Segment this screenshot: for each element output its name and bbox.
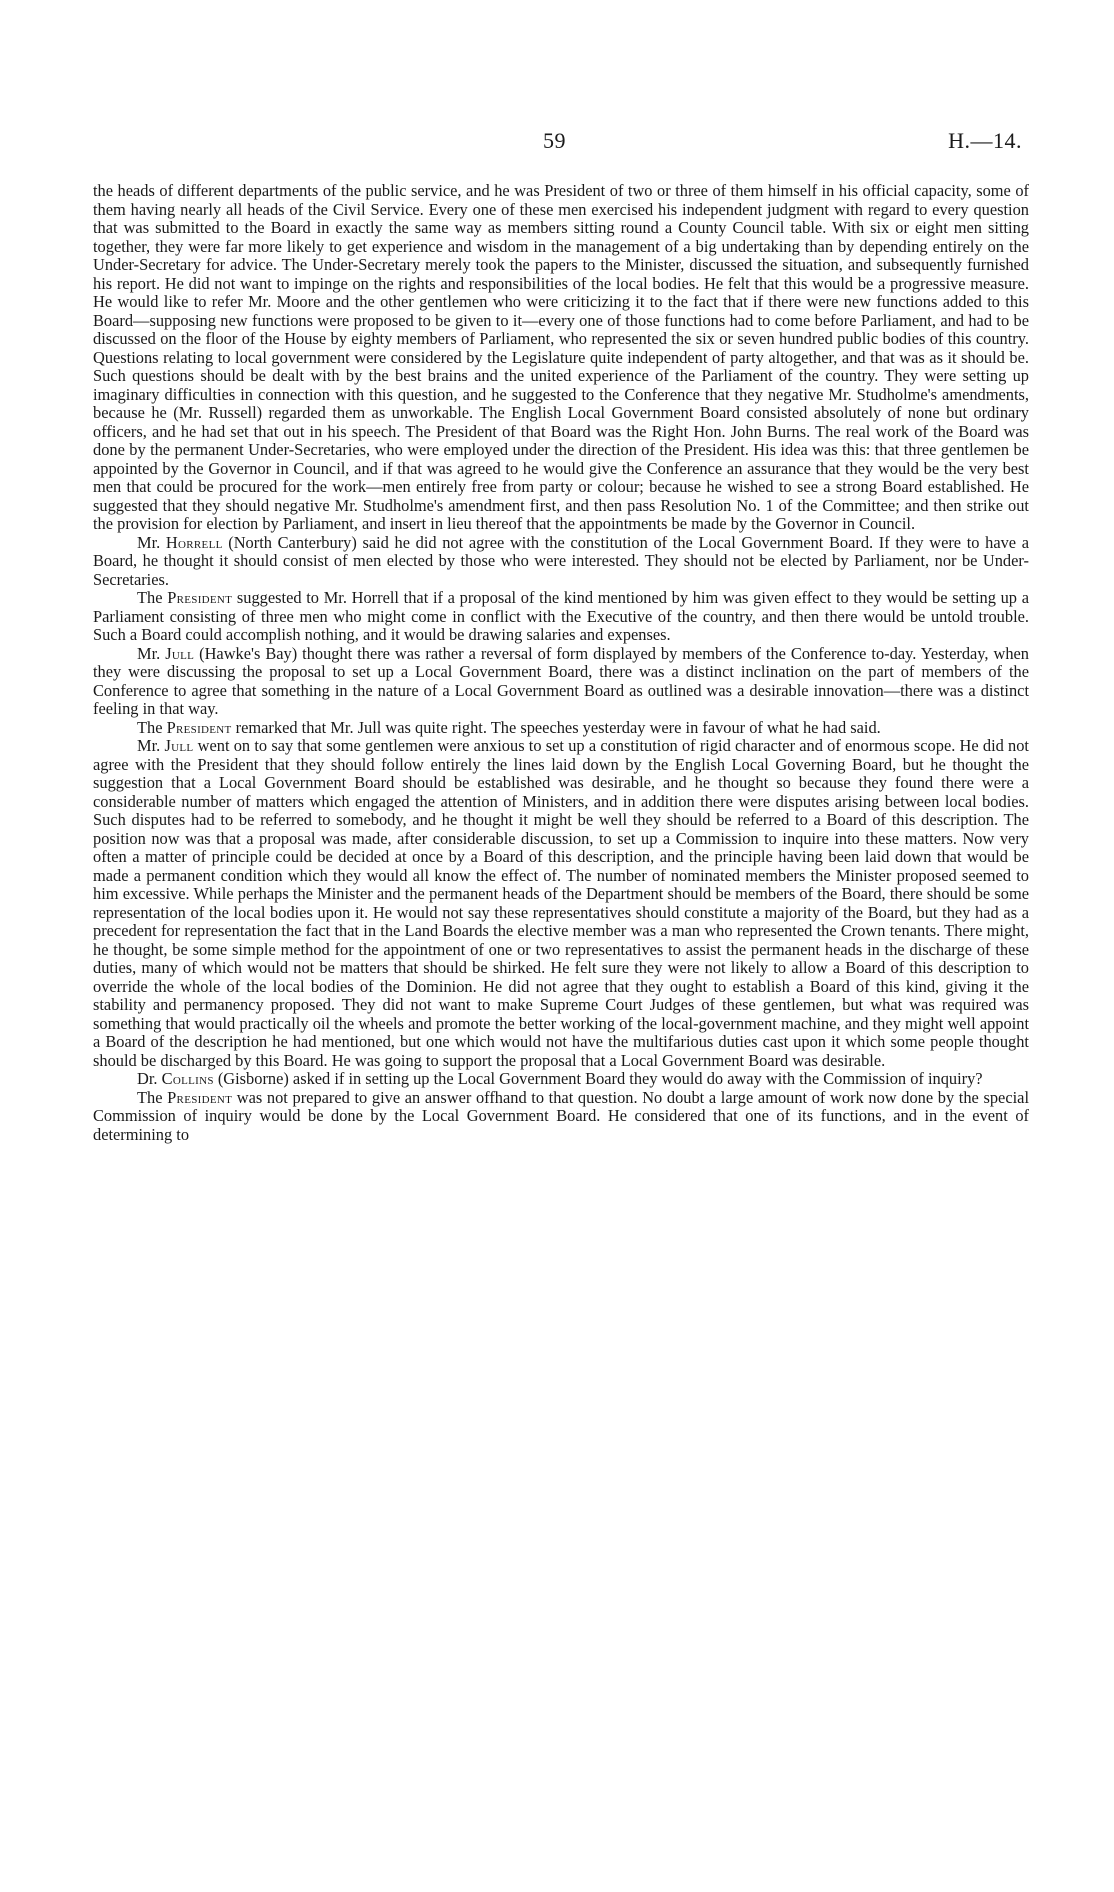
paragraph-text: (North Canterbury) said he did not agree with the constitution of the Local Government Board. If they were to have a Board, he thought it should consist of men elected by those who were interested. They should not be elected by Parliament, nor be Under-Secretaries. [93, 532, 1030, 589]
paragraph-text: was not prepared to give an answer offhand to that question. No doubt a large amount of work now done by the special Commission of inquiry would be done by the Local Government Board. He considered that one of its functions, and in the event of determining to [93, 1087, 1029, 1144]
speaker-prefix: The [137, 717, 167, 737]
paragraph-jull-2 [93, 737, 1029, 1070]
speaker-prefix: Dr. [137, 1069, 162, 1088]
paragraph-collins [93, 1070, 1029, 1089]
speaker-name: President [167, 588, 233, 607]
body-text [93, 182, 1029, 1144]
paragraph-jull-1 [93, 645, 1029, 719]
paragraph-president-1 [93, 589, 1029, 645]
speaker-prefix: Mr. [137, 532, 166, 552]
page-header [0, 128, 1114, 158]
speaker-name: Collins [161, 1069, 214, 1088]
paragraph-text: the heads of different departments of the public service, and he was President of two or three of them himself in his official capacity, some of them having nearly all heads of the Civil Service. Every one of these men exercised his independent judgment with regard to every question that was submitted to the Board in exactly the same way as members sitting round a County Council table. With six or eight men sitting together, they were far more likely to get experience and wisdom in the management of a big undertaking than by depending entirely on the Under-Secretary for advice. The Under-Secretary merely took the papers to the Minister, discussed the situation, and subsequently furnished his report. He did not want to impinge on the rights and responsibilities of the local bodies. He felt that this would be a progressive measure. He would like to refer Mr. Moore and the other gentlemen who were criticizing it to the fact that if there were new functions added to this Board—supposing new functions were proposed to be given to it—every one of those functions had to come before Parliament, and had to be discussed on the floor of the House by eighty members of Parliament, who represented the six or seven hundred public bodies of this country. Questions relating to local government were considered by the Legislature quite independent of party altogether, and that was as it should be. Such questions should be dealt with by the best brains and the united experience of the Parliament of the country. They were setting up imaginary difficulties in connection with this question, and he suggested to the Conference that they negative Mr. Studholme's amendments, because he (Mr. Russell) regarded them as unworkable. The English Local Government Board consisted absolutely of none but ordinary officers, and he had set that out in his speech. The President of that Board was the Right Hon. John Burns. The real work of the Board was done by the permanent Under-Secretaries, who were employed under the direction of the President. His idea was this: that three gentlemen be appointed by the Governor in Council, and if that was agreed to he would give the Conference an assurance that they would be the very best men that could be procured for the work—men entirely free from party or colour; because he wished to see a strong Board established. He suggested that they should negative Mr. Studholme's amendment first, and then pass Resolution No. 1 of the Committee; and then strike out the provision for election by Parliament, and insert in lieu thereof that the appointments be made by the Governor in Council. [93, 181, 1029, 533]
speaker-name: Jull [165, 643, 195, 663]
paragraph-continuation [93, 182, 1029, 534]
speaker-name: President [167, 1087, 233, 1107]
document-reference: H.—14. [948, 128, 1022, 153]
speaker-name: President [166, 717, 232, 737]
paragraph-text: (Hawke's Bay) thought there was rather a reversal of form displayed by members of the Conference to-day. Yesterday, when they were discussing the proposal to set up a Local Government Board, there was a distinct inclination on the part of members of the Conference to agree that something in the nature of a Local Government Board as outlined was a desirable innovation—there was a distinct feeling in that way. [93, 643, 1030, 718]
speaker-prefix: The [137, 1087, 168, 1107]
paragraph-president-2 [93, 719, 1029, 738]
paragraph-horrell [93, 534, 1029, 590]
speaker-name: Horrell [165, 532, 223, 552]
speaker-prefix: Mr. [137, 736, 165, 755]
speaker-prefix: The [137, 588, 168, 607]
speaker-prefix: Mr. [137, 643, 166, 663]
paragraph-text: suggested to Mr. Horrell that if a proposal of the kind mentioned by him was given effect to they would be setting up a Parliament consisting of three men who might come in conflict with the Executive of the country, and then there would be untold trouble. Such a Board could accomplish nothing, and it would be drawing salaries and expenses. [93, 588, 1029, 644]
paragraph-text: (Gisborne) asked if in setting up the Local Government Board they would do away with the Commission of inquiry? [213, 1069, 983, 1088]
paragraph-president-3 [93, 1089, 1029, 1145]
speaker-name: Jull [164, 736, 194, 755]
paragraph-text: remarked that Mr. Jull was quite right. The speeches yesterday were in favour of what he had said. [231, 717, 881, 737]
paragraph-text: went on to say that some gentlemen were anxious to set up a constitution of rigid character and of enormous scope. He did not agree with the President that they should follow entirely the lines laid down by the English Local Governing Board, but he thought the suggestion that a Local Government Board should be established was desirable, and he thought so because they found there were a considerable number of matters which engaged the attention of Ministers, and in addition there were disputes arising between local bodies. Such disputes had to be referred to somebody, and he thought it might be well they should be referred to a Board of this description. The position now was that a proposal was made, after considerable discussion, to set up a Commission to inquire into these matters. Now very often a matter of principle could be decided at once by a Board of this description, and the principle having been laid down that would be made a permanent condition which they would all know the effect of. The number of nominated members the Minister proposed seemed to him excessive. While perhaps the Minister and the permanent heads of the Department should be members of the Board, there should be some representation of the local bodies upon it. He would not say these representatives should constitute a majority of the Board, but they had as a precedent for representation the fact that in the Land Boards the elective member was a man who represented the Crown tenants. There might, he thought, be some simple method for the appointment of one or two representatives to assist the permanent heads in the discharge of these duties, many of which would not be matters that should be shirked. He felt sure they were not likely to allow a Board of this description to override the whole of the local bodies of the Dominion. He did not agree that they ought to establish a Board of this kind, giving it the stability and permanency proposed. They did not want to make Supreme Court Judges of these gentlemen, but what was required was something that would practically oil the wheels and promote the better working of the local-government machine, and they might well appoint a Board of the description he had mentioned, but one which would not have the multifarious duties cast upon it which some people thought should be discharged by this Board. He was going to support the proposal that a Local Government Board was desirable. [93, 736, 1029, 1070]
page-number: 59 [543, 128, 566, 153]
